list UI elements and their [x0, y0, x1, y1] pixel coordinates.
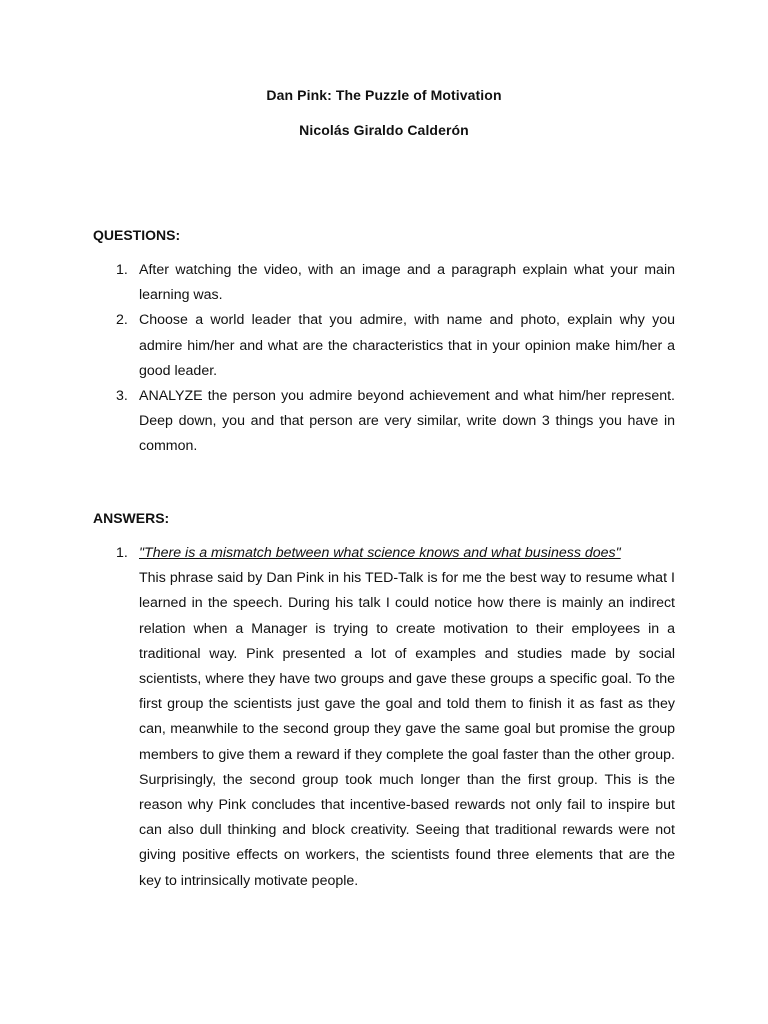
question-number: 3. [116, 388, 128, 405]
answer-number: 1. [116, 545, 128, 561]
answer-text: This phrase said by Dan Pink in his TED-Talk is for me the best way to resume what I learned in the speech. During his talk I could notice how there is mainly an indirect relation when a Manager is trying to create motivation to their employees in a traditional way. Pink presented a lot of examples and studies made by social scientists, where they have two groups and gave these groups a specific goal. To the first group the scientists just gave the goal and told them to finish it as fast as they can, meanwhile to the second group they gave the same goal but promise the group members to give them a reward if they complete the goal faster than the other group. Surprisingly, the second group took much longer than the first group. This is the reason why Pink concludes that incentive-based rewards not only fail to inspire but can also dull thinking and block creativity. Seeing that traditional rewards were not giving positive effects on workers, the scientists found three elements that are the key to intrinsically motivate people. [139, 570, 675, 889]
answers-list [93, 541, 675, 894]
question-item [93, 308, 675, 384]
answer-item [93, 541, 675, 894]
answers-heading: ANSWERS: [93, 510, 170, 526]
question-text: After watching the video, with an image and a paragraph explain what your main learning was. [139, 262, 675, 304]
question-item [93, 258, 675, 308]
question-text: ANALYZE the person you admire beyond achievement and what him/her represent. Deep down, you and that person are very similar, write down 3 things you have in common. [139, 388, 675, 455]
question-text: Choose a world leader that you admire, with name and photo, explain why you admire him/her and what are the characteristics that in your opinion make him/her a good leader. [139, 312, 675, 379]
question-item [93, 384, 675, 460]
answer-quote: "There is a mismatch between what science knows and what business does" [139, 545, 621, 561]
question-number: 1. [116, 262, 128, 278]
author-name: Nicolás Giraldo Calderón [299, 122, 469, 138]
questions-list [93, 258, 675, 460]
question-number: 2. [116, 312, 128, 329]
document-title: Dan Pink: The Puzzle of Motivation [266, 87, 502, 103]
questions-heading: QUESTIONS: [93, 227, 181, 243]
